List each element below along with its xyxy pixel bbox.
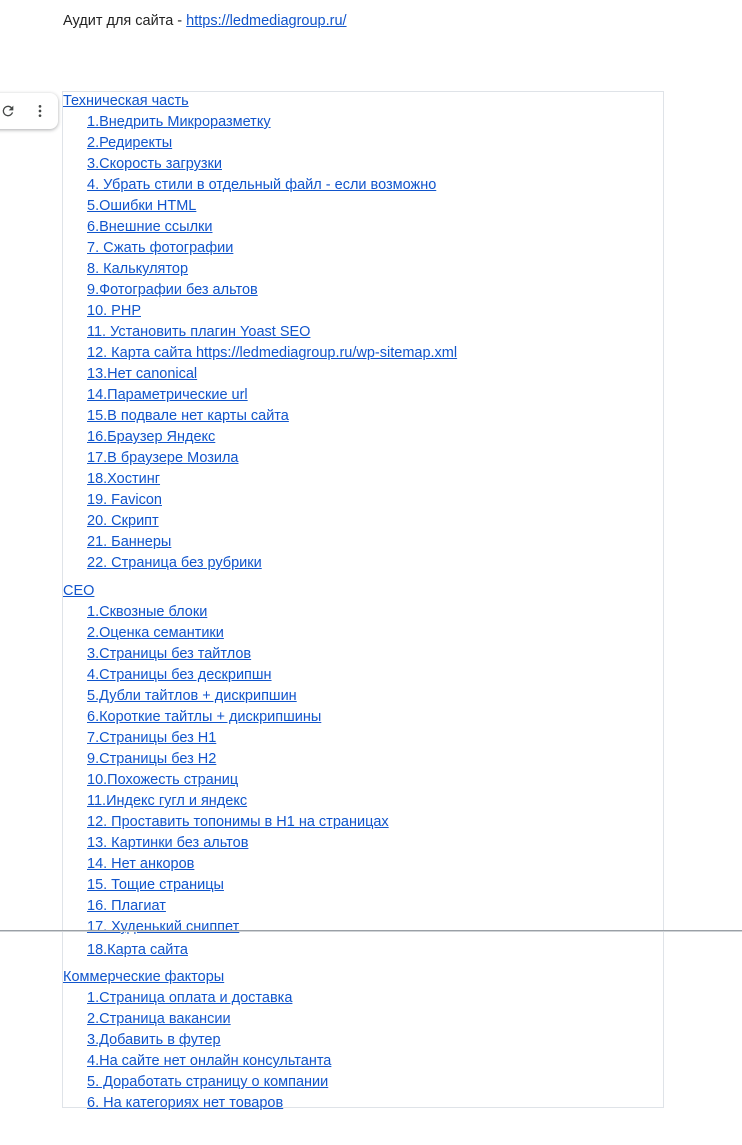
toc-item[interactable]: 15.В подвале нет карты сайта: [87, 408, 289, 424]
toc-item[interactable]: 15. Тощие страницы: [87, 877, 224, 893]
toc-item[interactable]: 21. Баннеры: [87, 534, 172, 550]
toc-item[interactable]: 11. Установить плагин Yoast SEO: [87, 324, 311, 340]
toc-item[interactable]: 13. Картинки без альтов: [87, 835, 249, 851]
toc-item[interactable]: 9.Фотографии без альтов: [87, 282, 258, 298]
toc-item[interactable]: 12. Карта сайта https://ledmediagroup.ru/wp-sitemap.xml: [87, 345, 458, 361]
toc-item[interactable]: 6.Короткие тайтлы + дискрипшины: [87, 709, 322, 725]
toc-item[interactable]: 14.Параметрические url: [87, 387, 248, 403]
toc-item[interactable]: 14. Нет анкоров: [87, 856, 195, 872]
toc-item[interactable]: 5. Доработать страницу о компании: [87, 1074, 329, 1090]
toc-item[interactable]: 5.Дубли тайтлов + дискрипшин: [87, 688, 297, 704]
toc-section-title[interactable]: CEO: [63, 583, 95, 599]
toc-item[interactable]: 16.Браузер Яндекс: [87, 429, 216, 445]
more-vert-icon: [32, 103, 48, 119]
toc-item[interactable]: 5.Ошибки HTML: [87, 198, 197, 214]
toc-item[interactable]: 1.Внедрить Микроразметку: [87, 114, 271, 130]
toc-item[interactable]: 6. На категориях нет товаров: [87, 1095, 284, 1111]
more-options-button[interactable]: [26, 97, 54, 125]
table-of-contents: [62, 91, 664, 1111]
toc-section-title[interactable]: Техническая часть: [63, 93, 189, 109]
toc-item[interactable]: 17. Худенький сниппет: [87, 919, 240, 935]
toc-item[interactable]: 10.Похожесть страниц: [87, 772, 239, 788]
refresh-icon: [0, 103, 16, 119]
toc-item[interactable]: 13.Нет canonical: [87, 366, 198, 382]
toc-item[interactable]: 19. Favicon: [87, 492, 162, 508]
toc-section-title[interactable]: Коммерческие факторы: [63, 969, 225, 985]
toc-item[interactable]: 1.Сквозные блоки: [87, 604, 208, 620]
refresh-button[interactable]: [0, 97, 22, 125]
toc-item[interactable]: 18.Карта сайта: [87, 942, 188, 958]
toc-item[interactable]: 3.Добавить в футер: [87, 1032, 221, 1048]
toc-item[interactable]: 6.Внешние ссылки: [87, 219, 213, 235]
toc-item[interactable]: 2.Оценка семантики: [87, 625, 224, 641]
toc-item[interactable]: 17.В браузере Мозила: [87, 450, 239, 466]
toc-item[interactable]: 16. Плагиат: [87, 898, 166, 914]
toc-item[interactable]: 2.Страница вакансии: [87, 1011, 231, 1027]
toc-item[interactable]: 20. Скрипт: [87, 513, 159, 529]
toc-item[interactable]: 4. Убрать стили в отдельный файл - если возможно: [87, 177, 437, 193]
site-link[interactable]: https://ledmediagroup.ru/: [186, 13, 347, 29]
toc-item[interactable]: 3.Скорость загрузки: [87, 156, 222, 172]
toc-toolbar: [0, 93, 58, 129]
toc-item[interactable]: 11.Индекс гугл и яндекс: [87, 793, 248, 809]
toc-item[interactable]: 22. Страница без рубрики: [87, 555, 262, 571]
toc-item[interactable]: 3.Страницы без тайтлов: [87, 646, 252, 662]
toc-item[interactable]: 10. PHP: [87, 303, 141, 319]
toc-item[interactable]: 8. Калькулятор: [87, 261, 189, 277]
toc-item[interactable]: 18.Хостинг: [87, 471, 161, 487]
toc-item[interactable]: 7.Страницы без H1: [87, 730, 217, 746]
toc-item[interactable]: 4.Страницы без дескрипшн: [87, 667, 272, 683]
toc-item[interactable]: 1.Страница оплата и доставка: [87, 990, 293, 1006]
title-prefix: Аудит для сайта -: [63, 13, 187, 29]
toc-item[interactable]: 9.Страницы без H2: [87, 751, 217, 767]
toc-item[interactable]: 7. Сжать фотографии: [87, 240, 234, 256]
page-break: [0, 930, 742, 932]
toc-item[interactable]: 12. Проставить топонимы в H1 на страницах: [87, 814, 389, 830]
toc-item[interactable]: 4.На сайте нет онлайн консультанта: [87, 1053, 332, 1069]
document-title: [63, 12, 347, 30]
toc-item[interactable]: 2.Редиректы: [87, 135, 173, 151]
